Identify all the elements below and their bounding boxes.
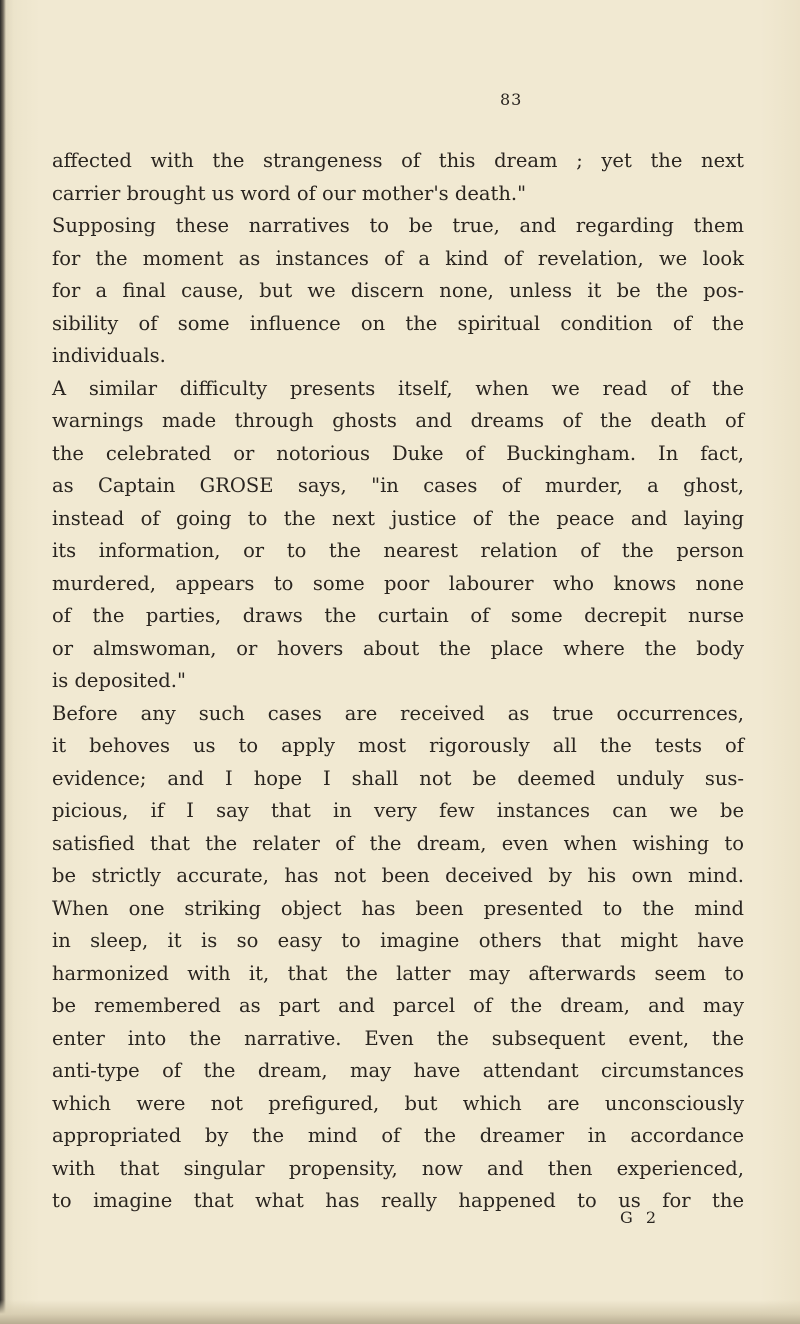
text-line: harmonized with it, that the latter may afterwards seem to [52, 961, 744, 985]
text-line: to imagine that what has really happened to us for the [52, 1189, 744, 1212]
text-line: be strictly accurate, has not been deceived by his own mind. [52, 864, 744, 887]
text-line: as Captain GROSE says, "in cases of murder, a ghost, [52, 474, 744, 497]
text-line: appropriated by the mind of the dreamer in accordance [52, 1124, 744, 1147]
page-edge-shadow [0, 0, 6, 1324]
text-line: Before any such cases are received as true occurrences, [52, 701, 744, 725]
text-line: for a final cause, but we discern none, unless it be the pos- [52, 279, 744, 302]
text-line: in sleep, it is so easy to imagine others that might have [52, 929, 744, 952]
text-line: be remembered as part and parcel of the dream, and may [52, 994, 744, 1017]
text-line: satisfied that the relater of the dream, even when wishing to [52, 831, 744, 855]
text-line: When one striking object has been presented to the mind [52, 896, 744, 920]
text-line: evidence; and I hope I shall not be deemed unduly sus- [52, 766, 744, 790]
text-line: enter into the narrative. Even the subsequent event, the [52, 1026, 744, 1050]
body-text [52, 145, 744, 1218]
text-line: individuals. [52, 344, 166, 367]
text-line: picious, if I say that in very few instances can we be [52, 799, 744, 822]
page-number: 83 [500, 90, 523, 109]
text-line: Supposing these narratives to be true, and regarding them [52, 214, 744, 237]
text-line: anti-type of the dream, may have attendant circumstances [52, 1059, 744, 1082]
text-line: affected with the strangeness of this dream ; yet the next [52, 149, 744, 172]
text-line: or almswoman, or hovers about the place where the body [52, 636, 744, 660]
text-line: for the moment as instances of a kind of revelation, we look [52, 246, 744, 270]
text-line: warnings made through ghosts and dreams of the death of [52, 409, 744, 432]
signature-mark: G 2 [620, 1208, 661, 1227]
text-line: murdered, appears to some poor labourer who knows none [52, 571, 744, 595]
text-line: which were not prefigured, but which are unconsciously [52, 1091, 744, 1115]
text-line: carrier brought us word of our mother's death." [52, 181, 527, 205]
page-bottom-edge [0, 1300, 800, 1324]
text-line: of the parties, draws the curtain of some decrepit nurse [52, 604, 744, 627]
text-line: the celebrated or notorious Duke of Buckingham. In fact, [52, 441, 744, 465]
text-line: A similar difficulty presents itself, when we read of the [52, 376, 744, 400]
text-line: with that singular propensity, now and then experienced, [52, 1156, 744, 1180]
text-line: its information, or to the nearest relation of the person [52, 539, 744, 562]
text-line: instead of going to the next justice of the peace and laying [52, 506, 744, 530]
text-line: is deposited." [52, 669, 186, 692]
text-line: sibility of some influence on the spiritual condition of the [52, 311, 744, 335]
text-line: it behoves us to apply most rigorously all the tests of [52, 734, 744, 757]
